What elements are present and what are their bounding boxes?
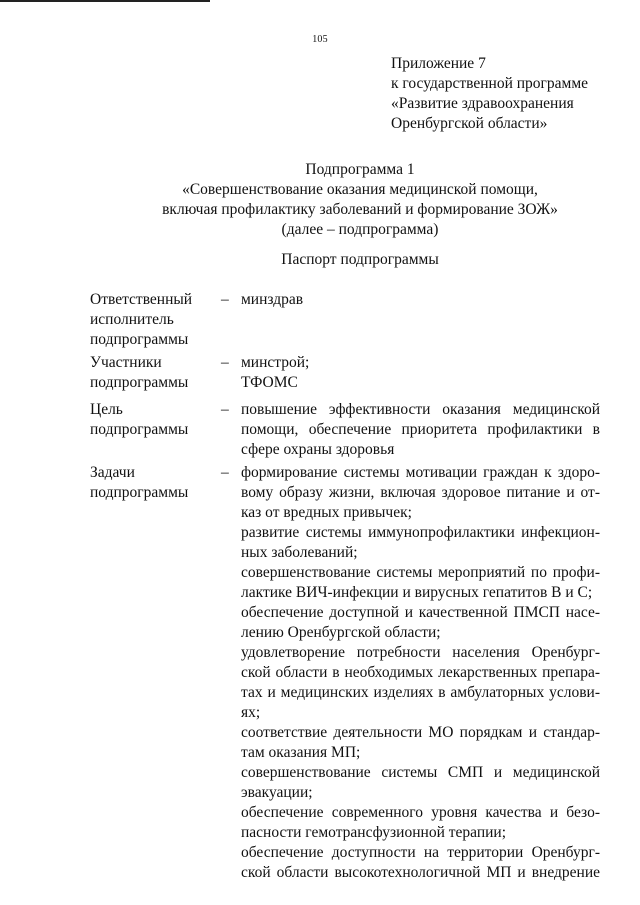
appendix-block (391, 54, 631, 134)
row-label (90, 353, 220, 393)
row-value-line: эвакуации; (241, 784, 313, 801)
row-value-line: ях; (241, 704, 261, 721)
row-value-line: удовлетворение потребности населения Оренбург- (241, 644, 600, 661)
row-label-line: подпрограммы (90, 484, 189, 501)
row-value-line: лению Оренбургской области; (241, 624, 441, 641)
row-value-line: сфере охраны здоровья (241, 441, 395, 458)
appendix-line: Оренбургской области» (391, 115, 548, 132)
row-value-line: совершенствование системы мероприятий по профи- (241, 564, 600, 581)
row-value-line: вому образу жизни, включая здоровое питание и от- (241, 484, 600, 501)
row-value-line: обеспечение доступности на территории Оренбург- (241, 844, 600, 861)
row-dash: – (221, 354, 229, 371)
row-value-line: ТФОМС (241, 374, 298, 391)
heading-line: «Совершенствование оказания медицинской помощи, (182, 181, 538, 198)
row-label-line: Задачи (90, 464, 135, 481)
row-value-line: помощи, обеспечение приоритета профилактики в (241, 421, 600, 438)
row-value-line: минстрой; (241, 354, 310, 371)
passport-title: Паспорт подпрограммы (281, 251, 439, 268)
row-label-line: подпрограммы (90, 421, 189, 438)
row-value-line: развитие системы иммунопрофилактики инфекцион- (241, 524, 600, 541)
row-value-line: минздрав (241, 291, 304, 308)
row-label-line: подпрограммы (90, 331, 189, 348)
row-label-line: исполнитель (90, 311, 174, 328)
page-number: 105 (312, 34, 328, 45)
row-value-line: ных заболеваний; (241, 544, 358, 561)
row-value-line: лактике ВИЧ-инфекции и вирусных гепатитов В и С; (241, 584, 593, 601)
row-value-line: обеспечение доступной и качественной ПМСП насе- (241, 604, 600, 621)
row-value-line: тах и медицинских изделиях в амбулаторных услови- (241, 684, 600, 701)
row-dash: – (221, 291, 229, 308)
heading-line: (далее – подпрограмма) (281, 221, 439, 238)
row-value-line: пасности гемотрансфузионной терапии; (241, 824, 507, 841)
row-value-line: повышение эффективности оказания медицинской (241, 401, 600, 418)
subprogram-heading (60, 160, 640, 240)
row-label (90, 290, 220, 350)
heading-line: Подпрограмма 1 (305, 161, 415, 178)
row-value-line: ской области высокотехнологичной МП и внедрение (241, 864, 600, 881)
row-value-line: ской области в необходимых лекарственных препара- (241, 664, 600, 681)
row-value (241, 400, 600, 460)
row-value-line: совершенствование системы СМП и медицинской (241, 764, 600, 781)
top-rule (0, 0, 210, 2)
row-value (241, 353, 600, 393)
row-value-line: там оказания МП; (241, 744, 361, 761)
row-value-line: формирование системы мотивации граждан к здоро- (241, 464, 600, 481)
row-value-line: соответствие деятельности МО порядкам и стандар- (241, 724, 600, 741)
appendix-line: к государственной программе (391, 75, 589, 92)
row-label-line: Цель (90, 401, 123, 418)
row-value-line: каз от вредных привычек; (241, 504, 412, 521)
appendix-line: Приложение 7 (391, 55, 486, 72)
row-dash: – (221, 401, 229, 418)
row-value (241, 290, 600, 310)
row-label (90, 463, 220, 503)
row-label-line: Ответственный (90, 291, 193, 308)
heading-line: включая профилактику заболеваний и формирование ЗОЖ» (162, 201, 558, 218)
appendix-line: «Развитие здравоохранения (391, 95, 574, 112)
row-label (90, 400, 220, 440)
row-label-line: подпрограммы (90, 374, 189, 391)
row-value-line: обеспечение современного уровня качества и безо- (241, 804, 600, 821)
row-dash: – (221, 464, 229, 481)
row-value (241, 463, 600, 883)
row-label-line: Участники (90, 354, 162, 371)
